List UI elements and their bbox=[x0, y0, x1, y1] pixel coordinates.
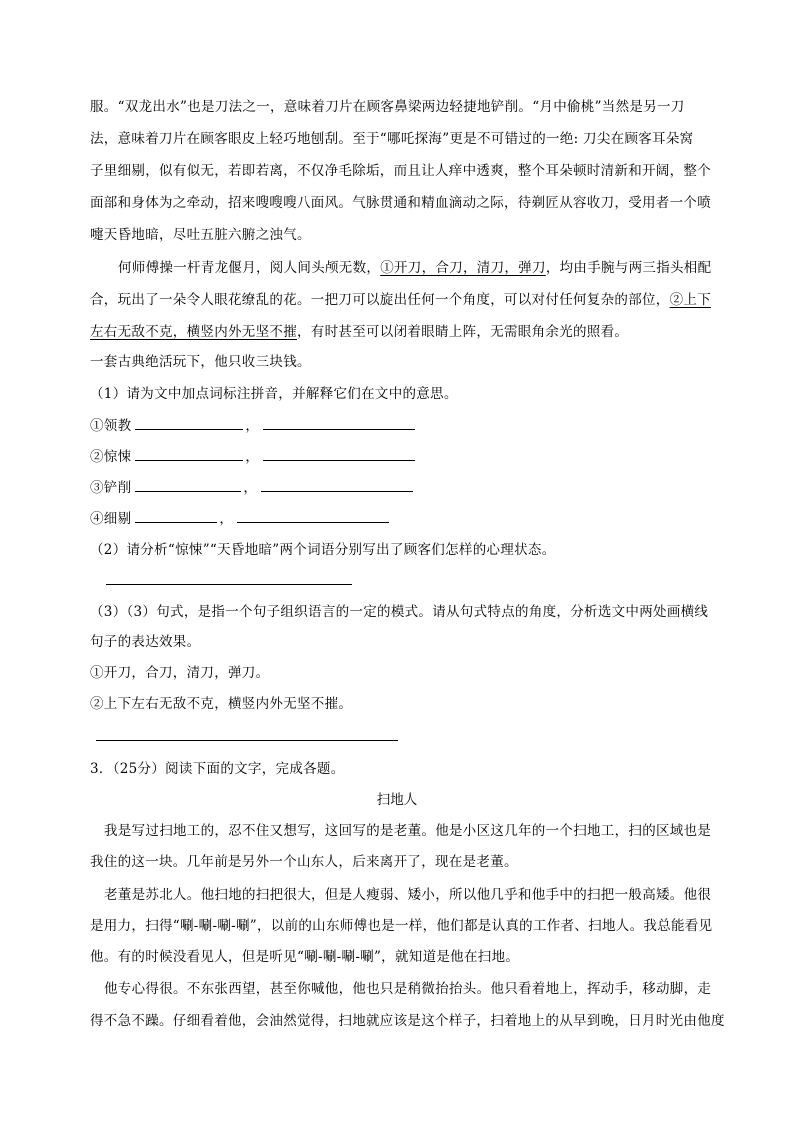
q1-item-label: ②惊悚 bbox=[90, 449, 132, 465]
article-line: 是用力，扫得“唰-唰-唰-唰”，以前的山东师傅也是一样，他们都是认真的工作者、扫地人。我总能看见 bbox=[90, 918, 713, 934]
q1-item-label: ③铲削 bbox=[90, 480, 132, 496]
plain-text: ，均由手腕与两三指头相配 bbox=[545, 260, 712, 276]
answer-line[interactable] bbox=[96, 740, 398, 741]
answer-blank[interactable] bbox=[135, 415, 243, 430]
question-2: （2）请分析“惊悚”“天昏地暗”两个词语分别写出了顾客们怎样的心理状态。 bbox=[90, 542, 556, 558]
answer-blank[interactable] bbox=[135, 508, 217, 523]
answer-line[interactable] bbox=[106, 584, 352, 585]
passage-line: 子里细剔，似有似无，若即若离，不仅净毛除垢，而且让人痒中透爽，整个耳朵顿时清新和开阔，整个 bbox=[90, 163, 711, 179]
plain-text: ，有时甚至可以闭着眼睛上阵，无需眼角余光的照看。 bbox=[297, 324, 629, 340]
passage-paragraph-2-line-3 bbox=[90, 322, 628, 342]
article-line: 得不急不躁。仔细看着他，会油然觉得，扫地就应该是这个样子，扫着地上的从早到晚，日月时光由他度 bbox=[90, 1013, 725, 1029]
question-1: （1）请为文中加点词标注拼音，并解释它们在文中的意思。 bbox=[90, 386, 458, 402]
q1-item-row bbox=[90, 508, 391, 529]
passage-line: 嚏天昏地暗，尽吐五脏六腑之浊气。 bbox=[90, 227, 311, 243]
comma: ， bbox=[219, 511, 234, 527]
plain-text: 何师傅操一杆青龙偃月，阅人间头颅无数， bbox=[118, 260, 381, 276]
comma: ， bbox=[245, 418, 260, 434]
passage-paragraph-3: 一套古典绝活玩下，他只收三块钱。 bbox=[90, 354, 311, 370]
underlined-sentence-2: ②上下 bbox=[669, 292, 712, 308]
underlined-sentence-2: 左右无敌不克，横竖内外无坚不摧 bbox=[90, 324, 297, 340]
passage-line: 面部和身体为之牵动，招来嗖嗖嗖八面风。气脉贯通和精血滴动之际，待剃匠从容收刀，受用者一个喷 bbox=[90, 195, 711, 211]
answer-blank[interactable] bbox=[261, 477, 413, 492]
answer-blank[interactable] bbox=[135, 477, 241, 492]
article-line: 我是写过扫地工的，忍不住又想写，这回写的是老董。他是小区这几年的一个扫地工，扫的区域也是 bbox=[104, 823, 712, 839]
comma: ， bbox=[245, 449, 260, 465]
plain-text: 合，玩出了一朵令人眼花缭乱的花。一把刀可以旋出任何一个角度，可以对付任何复杂的部位， bbox=[90, 292, 670, 308]
question-3-line-2: 句子的表达效果。 bbox=[90, 634, 201, 650]
article-line: 他专心得很。不东张西望，甚至你喊他，他也只是稍微抬抬头。他只看着地上，挥动手，移动脚，走 bbox=[104, 981, 712, 997]
answer-blank[interactable] bbox=[263, 446, 415, 461]
question-3-sentence-1: ①开刀，合刀，清刀，弹刀。 bbox=[90, 665, 270, 681]
comma: ， bbox=[243, 480, 258, 496]
q1-item-row bbox=[90, 446, 417, 467]
passage-line: 法，意味着刀片在顾客眼皮上轻巧地刨刮。至于“哪吒探海”更是不可错过的一绝: 刀尖在顾客耳朵窝 bbox=[90, 131, 694, 147]
passage-paragraph-2-line-1 bbox=[118, 258, 711, 278]
article-title: 扫地人 bbox=[376, 792, 418, 808]
underlined-sentence-1: ①开刀，合刀，清刀，弹刀 bbox=[380, 260, 546, 276]
section-3-header: 3．（25分）阅读下面的文字，完成各题。 bbox=[90, 761, 345, 777]
passage-line: 服。“双龙出水”也是刀法之一，意味着刀片在顾客鼻梁两边轻捷地铲削。“月中偷桃”当然是另一刀 bbox=[90, 99, 685, 115]
answer-blank[interactable] bbox=[135, 446, 243, 461]
q1-item-label: ①领教 bbox=[90, 418, 132, 434]
answer-blank[interactable] bbox=[237, 508, 389, 523]
q1-item-label: ④细剔 bbox=[90, 511, 132, 527]
passage-paragraph-2-line-2 bbox=[90, 290, 711, 310]
q1-item-row bbox=[90, 415, 417, 436]
article-line: 我住的这一块。几年前是另外一个山东人，后来离开了，现在是老董。 bbox=[90, 854, 518, 870]
answer-blank[interactable] bbox=[263, 415, 415, 430]
question-3-line-1: （3）（3）句式，是指一个句子组织语言的一定的模式。请从句式特点的角度，分析选文中两处画横线 bbox=[90, 604, 709, 620]
question-3-sentence-2: ②上下左右无敌不克，横竖内外无坚不摧。 bbox=[90, 696, 353, 712]
article-line: 老董是苏北人。他扫地的扫把很大，但是人瘦弱、矮小，所以他几乎和他手中的扫把一般高矮。他很 bbox=[104, 887, 712, 903]
article-line: 他。有的时候没看见人，但是听见“唰-唰-唰-唰”，就知道是他在扫地。 bbox=[90, 949, 520, 965]
q1-item-row bbox=[90, 477, 415, 498]
